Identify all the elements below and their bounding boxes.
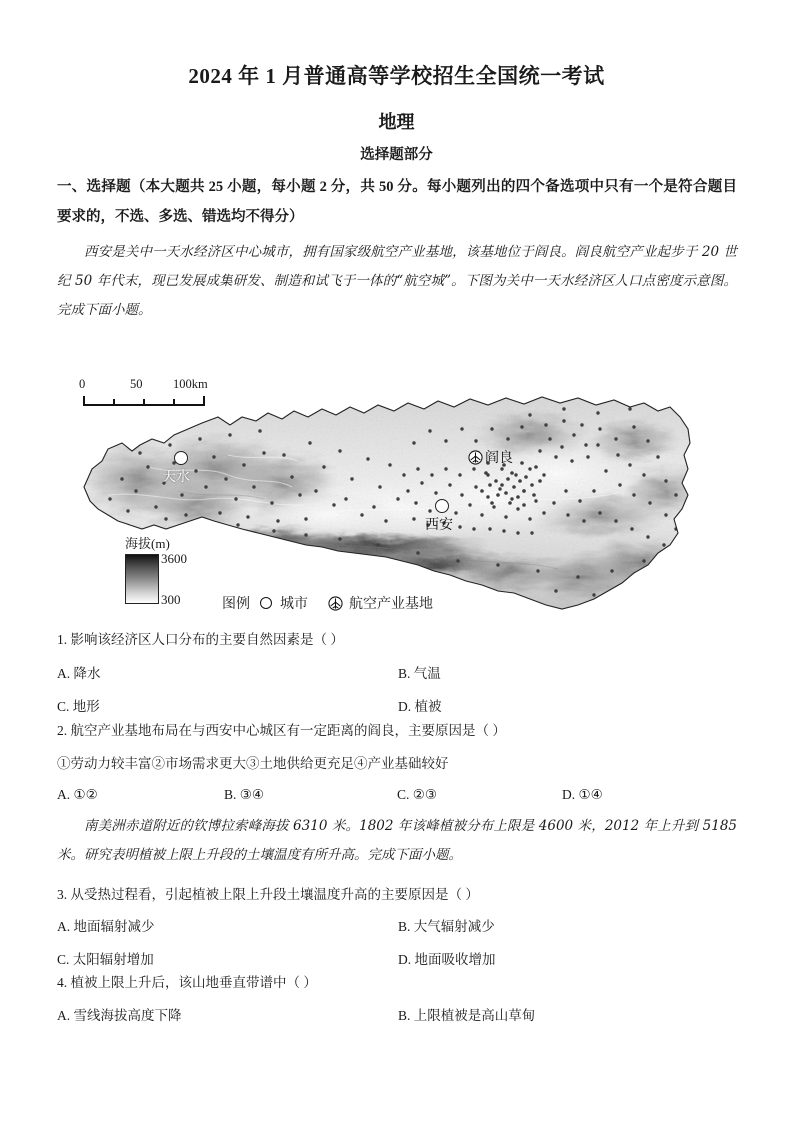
map-label-xian: 西安 <box>425 518 453 533</box>
question-4-stem: 4. 植被上限上升后，该山地垂直带谱中（ ） <box>57 975 317 990</box>
option-3a[interactable] <box>57 915 155 935</box>
question-2-stem: 2. 航空产业基地布局在与西安中心城区有一定距离的阎良，主要原因是（ ） <box>57 723 506 738</box>
option-text: 降水 <box>73 666 101 681</box>
option-2b[interactable] <box>224 787 264 803</box>
option-4a[interactable] <box>57 1004 182 1024</box>
option-1c[interactable] <box>57 695 100 715</box>
option-key: B. <box>398 1008 411 1023</box>
map-marker-yanliang <box>468 447 513 467</box>
option-text: 地面吸收增加 <box>414 952 496 967</box>
option-text: 大气辐射减少 <box>413 919 495 934</box>
option-text: ①② <box>73 787 98 802</box>
option-text: 雪线海拔高度下降 <box>73 1008 182 1023</box>
option-key: C. <box>57 952 70 967</box>
option-3b[interactable] <box>398 915 495 935</box>
option-3c[interactable] <box>57 948 154 968</box>
option-text: 太阳辐射增加 <box>72 952 154 967</box>
subject-title: 地理 <box>378 112 415 132</box>
option-key: A. <box>57 666 71 681</box>
passage-1: 西安是关中一天水经济区中心城市，拥有国家级航空产业基地，该基地位于阎良。阎良航空产业起步于 20 世纪 50 年代末，现已发展成集研发、制造和试飞于一体的“航空城”。下图为关中一天水经济区人口点密度示意图。完成下面小题。 <box>57 244 737 318</box>
map-label-yanliang: 阎良 <box>485 451 513 466</box>
option-key: A. <box>57 919 71 934</box>
option-3d[interactable] <box>398 948 496 968</box>
aviation-base-icon <box>468 450 483 465</box>
option-key: D. <box>398 952 412 967</box>
option-4b[interactable] <box>398 1004 535 1024</box>
option-text: ③④ <box>239 787 264 802</box>
map-label-tianshui: 天水 <box>162 470 190 485</box>
elevation-legend-title: 海拔(m) <box>125 536 170 551</box>
aviation-base-legend-icon <box>328 596 343 611</box>
elevation-max-label: 3600 <box>161 551 187 566</box>
elevation-legend <box>125 533 191 607</box>
scale-label-50: 50 <box>130 377 143 391</box>
option-key: A. <box>57 787 71 802</box>
map-legend <box>222 593 433 613</box>
question-4-options <box>57 1004 747 1034</box>
option-1d[interactable] <box>398 695 442 715</box>
map-marker-xian <box>425 499 453 534</box>
legend-title: 图例 <box>222 597 250 612</box>
option-key: A. <box>57 1008 71 1023</box>
elevation-color-ramp <box>125 554 159 604</box>
passage-2: 南美洲赤道附近的钦博拉索峰海拔 6310 米。1802 年该峰植被分布上限是 4600 米，2012 年上升到 5185 米。研究表明植被上限上升段的土壤温度有所升高。完成下面小题。 <box>57 818 737 863</box>
option-2c[interactable] <box>397 787 437 803</box>
scale-label-0: 0 <box>79 377 86 391</box>
question-1-stem: 1. 影响该经济区人口分布的主要自然因素是（ ） <box>57 632 344 647</box>
question-2-sub-items: ①劳动力较丰富②市场需求更大③土地供给更充足④产业基础较好 <box>57 756 449 771</box>
option-key: B. <box>398 666 411 681</box>
option-text: 上限植被是高山草甸 <box>413 1008 536 1023</box>
option-text: 地形 <box>72 699 100 714</box>
option-key: D. <box>562 787 576 802</box>
city-legend-icon <box>260 597 272 609</box>
population-density-map-figure <box>0 355 793 620</box>
option-text: 气温 <box>413 666 441 681</box>
question-3-stem: 3. 从受热过程看，引起植被上限上升段土壤温度升高的主要原因是（ ） <box>57 887 479 902</box>
option-key: C. <box>397 787 410 802</box>
option-1a[interactable] <box>57 662 101 682</box>
option-key: B. <box>398 919 411 934</box>
elevation-min-label: 300 <box>161 592 181 607</box>
option-key: B. <box>224 787 237 802</box>
option-text: ②③ <box>412 787 437 802</box>
scale-label-100: 100km <box>173 377 208 391</box>
option-text: ①④ <box>578 787 603 802</box>
option-key: D. <box>398 699 412 714</box>
city-marker-icon <box>174 451 188 465</box>
option-2a[interactable] <box>57 787 98 803</box>
map-marker-tianshui <box>162 451 190 486</box>
question-2-options <box>57 787 747 811</box>
city-marker-icon <box>435 499 449 513</box>
question-1-options <box>57 662 747 728</box>
option-key: C. <box>57 699 70 714</box>
legend-city-label: 城市 <box>280 597 308 612</box>
instruction-text: 一、选择题（本大题共 25 小题，每小题 2 分，共 50 分。每小题列出的四个备选项中只有一个是符合题目要求的，不选、多选、错选均不得分） <box>57 179 737 225</box>
page-title: 2024 年 1 月普通高等学校招生全国统一考试 <box>188 64 605 88</box>
option-text: 地面辐射减少 <box>73 919 155 934</box>
section-title: 选择题部分 <box>360 147 433 163</box>
option-1b[interactable] <box>398 662 441 682</box>
legend-aviation-base-label: 航空产业基地 <box>349 597 433 612</box>
option-2d[interactable] <box>562 787 603 803</box>
option-text: 植被 <box>414 699 442 714</box>
